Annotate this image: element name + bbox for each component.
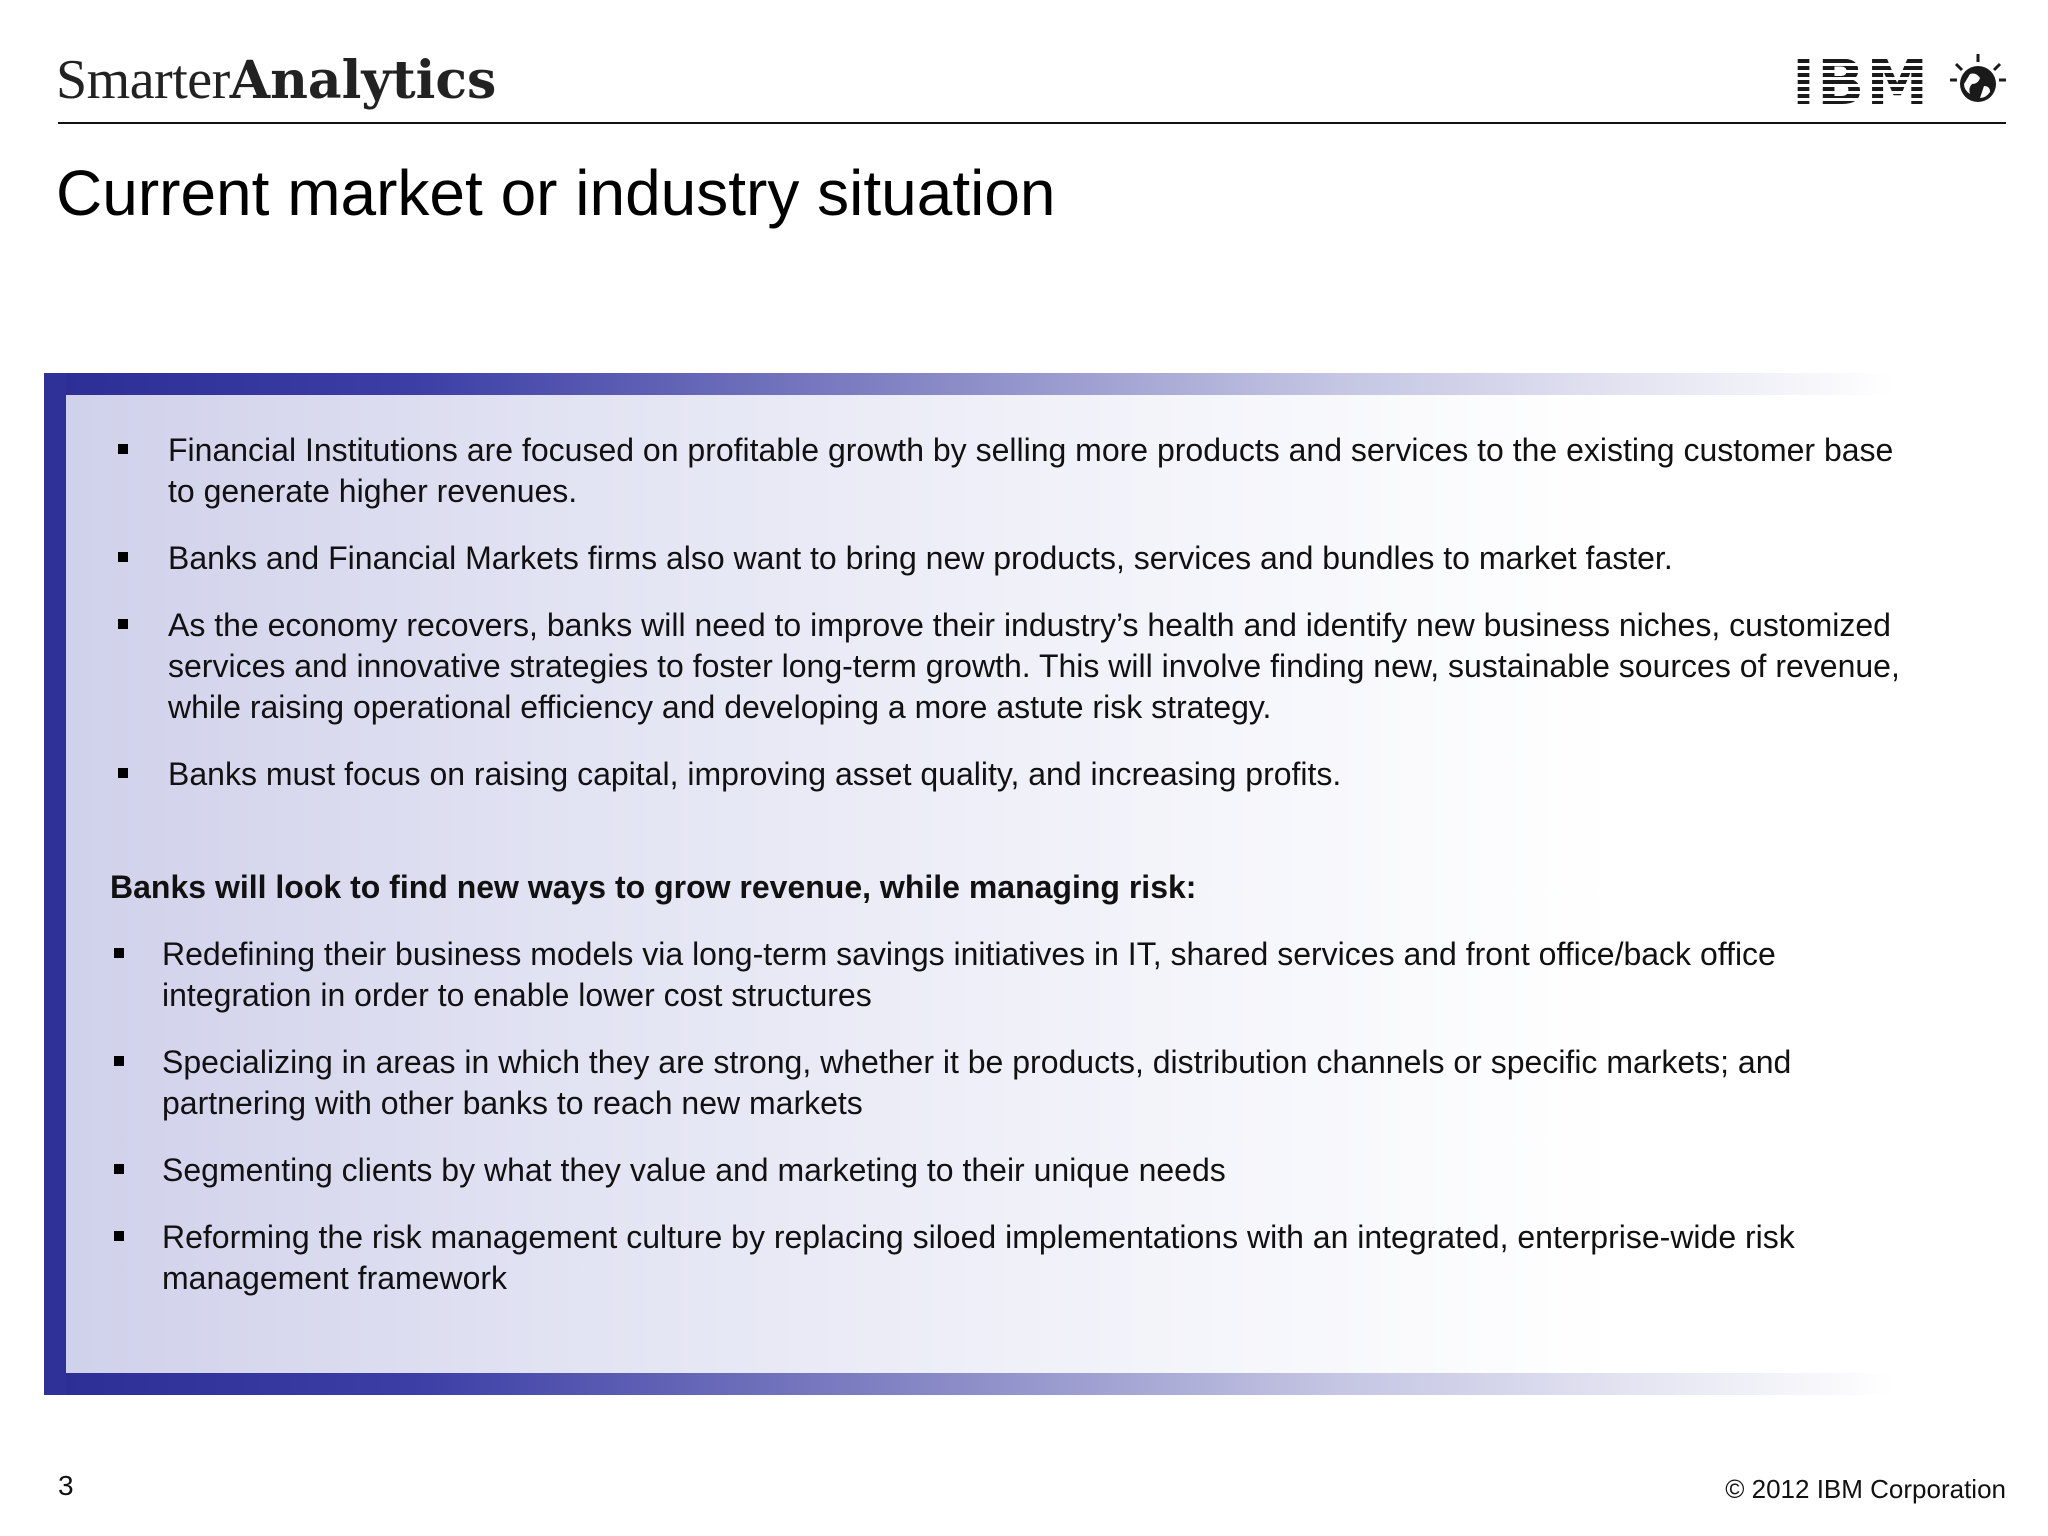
strategy-bullets [110,934,1910,1299]
market-bullets [110,430,1910,795]
bullet-icon [114,1056,124,1066]
page-number: 3 [58,1470,74,1501]
bullet-icon [118,552,128,562]
bullet-text: Redefining their business models via long-term savings initiatives in IT, shared services and front office/back office integration in order to enable lower cost structures [162,936,1776,1013]
panel-bottom-accent-bar [44,1373,1894,1395]
bullet-icon [118,444,128,454]
bullet-icon [114,1231,124,1241]
bullet-text: Banks and Financial Markets firms also want to bring new products, services and bundles to market faster. [168,540,1673,576]
copyright-notice: © 2012 IBM Corporation [1725,1474,2006,1504]
bullet-icon [114,1164,124,1174]
brand-analytics: Analytics [229,50,497,111]
bullet-text: Segmenting clients by what they value and marketing to their unique needs [162,1152,1226,1188]
bullet-text: Specializing in areas in which they are strong, whether it be products, distribution channels or specific markets; and partnering with other banks to reach new markets [162,1044,1792,1121]
brand-smarter: Smarter [56,49,230,111]
section-subheading: Banks will look to find new ways to grow revenue, while managing risk: [110,869,1197,905]
panel-top-accent-bar [44,373,1894,395]
list-item [110,538,1910,579]
list-item [110,934,1910,1016]
smarter-planet-icon [1950,54,2006,102]
panel-content [110,430,1910,1325]
smarter-analytics-logo [56,49,497,111]
list-item [110,754,1910,795]
header-divider [58,122,2006,124]
bullet-icon [118,768,128,778]
bullet-text: Reforming the risk management culture by replacing siloed implementations with an integrated, enterprise-wide risk management framework [162,1219,1795,1296]
bullet-text: Banks must focus on raising capital, improving asset quality, and increasing profits. [168,756,1342,792]
bullet-text: As the economy recovers, banks will need to improve their industry’s health and identify new business niches, customized services and innovative strategies to foster long-term growth. This will involve finding new, sustainable sources of revenue, while raising operational efficiency and developing a more astute risk strategy. [168,607,1900,725]
bullet-text: Financial Institutions are focused on profitable growth by selling more products and services to the existing customer base to generate higher revenues. [168,432,1894,509]
slide-title: Current market or industry situation [56,157,1056,229]
list-item [110,1217,1910,1299]
ibm-logo [1790,52,2010,112]
bullet-icon [114,948,124,958]
bullet-icon [118,619,128,629]
panel-left-accent-bar [44,373,66,1395]
list-item [110,1150,1910,1191]
list-item [110,430,1910,512]
list-item [110,1042,1910,1124]
ibm-logo-text: IBM [1792,52,1931,112]
list-item [110,605,1910,728]
